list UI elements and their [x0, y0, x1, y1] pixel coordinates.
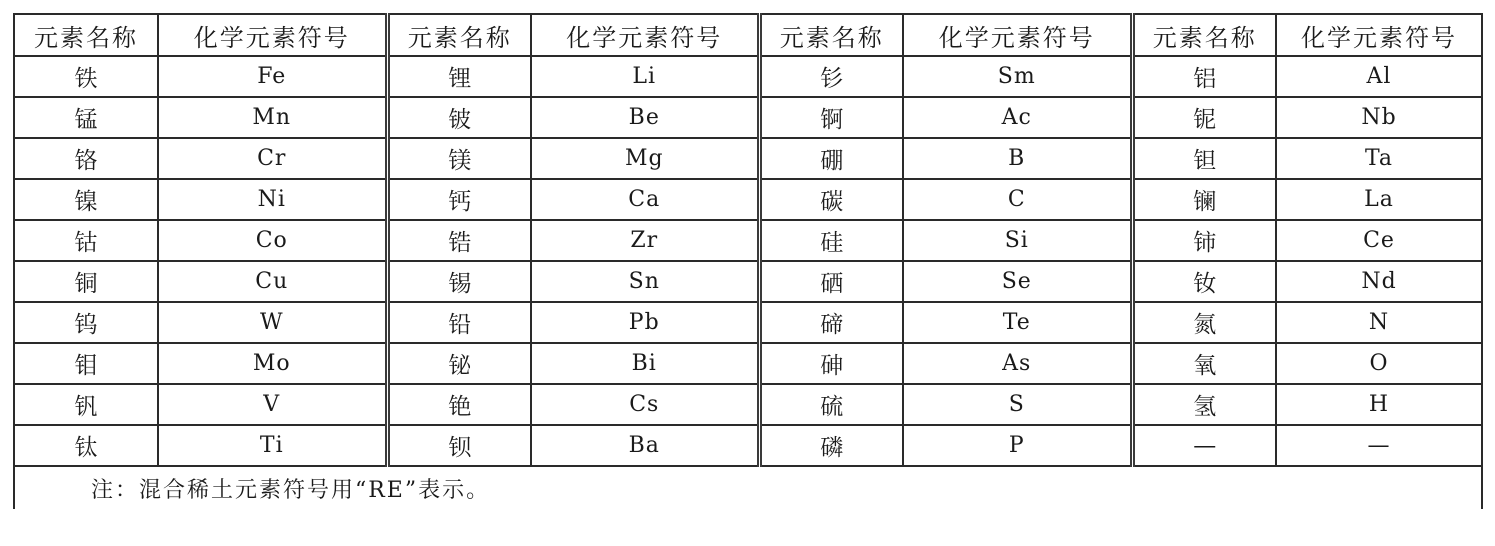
element-name-cell: 钐	[759, 56, 903, 97]
element-symbol-cell: Ac	[903, 97, 1132, 138]
element-symbol-cell: As	[903, 343, 1132, 384]
element-name-cell: 锰	[14, 97, 158, 138]
table-body	[14, 56, 1482, 509]
column-header-name: 元素名称	[1132, 14, 1276, 56]
element-symbol-cell: Cu	[158, 261, 387, 302]
element-symbol-cell: Mn	[158, 97, 387, 138]
element-name-cell: 铯	[387, 384, 531, 425]
element-name-cell: 砷	[759, 343, 903, 384]
element-name-cell: 镍	[14, 179, 158, 220]
element-name-cell: 硼	[759, 138, 903, 179]
element-symbol-cell: —	[1276, 425, 1482, 466]
element-symbol-cell: S	[903, 384, 1132, 425]
table-row	[14, 343, 1482, 384]
element-name-cell: 氧	[1132, 343, 1276, 384]
element-symbol-cell: Sm	[903, 56, 1132, 97]
table-row	[14, 302, 1482, 343]
element-symbol-table	[13, 13, 1483, 509]
element-symbol-cell: Fe	[158, 56, 387, 97]
element-name-cell: 铁	[14, 56, 158, 97]
element-name-cell: 硅	[759, 220, 903, 261]
column-header-symbol: 化学元素符号	[1276, 14, 1482, 56]
table-row	[14, 179, 1482, 220]
element-symbol-cell: Cs	[531, 384, 759, 425]
element-symbol-cell: W	[158, 302, 387, 343]
element-symbol-cell: Ce	[1276, 220, 1482, 261]
note-row	[14, 466, 1482, 509]
element-symbol-cell: Sn	[531, 261, 759, 302]
element-symbol-cell: Se	[903, 261, 1132, 302]
table-row	[14, 425, 1482, 466]
element-name-cell: 锂	[387, 56, 531, 97]
element-name-cell: 锕	[759, 97, 903, 138]
element-symbol-cell: Mg	[531, 138, 759, 179]
element-symbol-cell: P	[903, 425, 1132, 466]
element-name-cell: 碲	[759, 302, 903, 343]
column-header-symbol: 化学元素符号	[158, 14, 387, 56]
element-symbol-cell: Ca	[531, 179, 759, 220]
element-name-cell: 锆	[387, 220, 531, 261]
element-symbol-cell: Mo	[158, 343, 387, 384]
element-name-cell: 铜	[14, 261, 158, 302]
element-name-cell: 氮	[1132, 302, 1276, 343]
element-name-cell: 钨	[14, 302, 158, 343]
element-name-cell: 铍	[387, 97, 531, 138]
table-row	[14, 261, 1482, 302]
element-symbol-cell: Te	[903, 302, 1132, 343]
element-name-cell: 铬	[14, 138, 158, 179]
element-name-cell: 钛	[14, 425, 158, 466]
table-row	[14, 97, 1482, 138]
column-header-name: 元素名称	[759, 14, 903, 56]
element-name-cell: 钴	[14, 220, 158, 261]
element-symbol-cell: La	[1276, 179, 1482, 220]
element-symbol-cell: Ti	[158, 425, 387, 466]
column-header-symbol: 化学元素符号	[903, 14, 1132, 56]
element-symbol-cell: Zr	[531, 220, 759, 261]
element-symbol-cell: Al	[1276, 56, 1482, 97]
element-symbol-cell: Nb	[1276, 97, 1482, 138]
element-name-cell: 钽	[1132, 138, 1276, 179]
element-name-cell: 钡	[387, 425, 531, 466]
element-symbol-cell: Li	[531, 56, 759, 97]
column-header-symbol: 化学元素符号	[531, 14, 759, 56]
element-symbol-cell: Pb	[531, 302, 759, 343]
column-header-name: 元素名称	[14, 14, 158, 56]
element-symbol-cell: Co	[158, 220, 387, 261]
element-name-cell: 铝	[1132, 56, 1276, 97]
element-name-cell: —	[1132, 425, 1276, 466]
element-name-cell: 铈	[1132, 220, 1276, 261]
element-symbol-cell: Bi	[531, 343, 759, 384]
table-footnote: 注：混合稀土元素符号用“RE”表示。	[14, 466, 1482, 509]
element-name-cell: 锡	[387, 261, 531, 302]
element-symbol-cell: H	[1276, 384, 1482, 425]
element-name-cell: 镧	[1132, 179, 1276, 220]
element-symbol-cell: N	[1276, 302, 1482, 343]
element-name-cell: 镁	[387, 138, 531, 179]
element-name-cell: 硫	[759, 384, 903, 425]
element-symbol-cell: Ta	[1276, 138, 1482, 179]
element-name-cell: 碳	[759, 179, 903, 220]
table-header-row	[14, 14, 1482, 56]
element-symbol-cell: Si	[903, 220, 1132, 261]
table-row	[14, 138, 1482, 179]
element-symbol-cell: Be	[531, 97, 759, 138]
table-row	[14, 56, 1482, 97]
element-symbol-cell: O	[1276, 343, 1482, 384]
element-symbol-cell: Ba	[531, 425, 759, 466]
element-name-cell: 钼	[14, 343, 158, 384]
element-name-cell: 钙	[387, 179, 531, 220]
element-symbol-cell: Ni	[158, 179, 387, 220]
table-row	[14, 220, 1482, 261]
element-name-cell: 硒	[759, 261, 903, 302]
element-symbol-cell: Nd	[1276, 261, 1482, 302]
element-symbol-cell: C	[903, 179, 1132, 220]
element-name-cell: 铋	[387, 343, 531, 384]
element-name-cell: 钕	[1132, 261, 1276, 302]
column-header-name: 元素名称	[387, 14, 531, 56]
element-name-cell: 氢	[1132, 384, 1276, 425]
element-name-cell: 铌	[1132, 97, 1276, 138]
element-name-cell: 铅	[387, 302, 531, 343]
element-symbol-cell: V	[158, 384, 387, 425]
element-name-cell: 磷	[759, 425, 903, 466]
element-symbol-cell: B	[903, 138, 1132, 179]
element-name-cell: 钒	[14, 384, 158, 425]
element-symbol-cell: Cr	[158, 138, 387, 179]
table-row	[14, 384, 1482, 425]
